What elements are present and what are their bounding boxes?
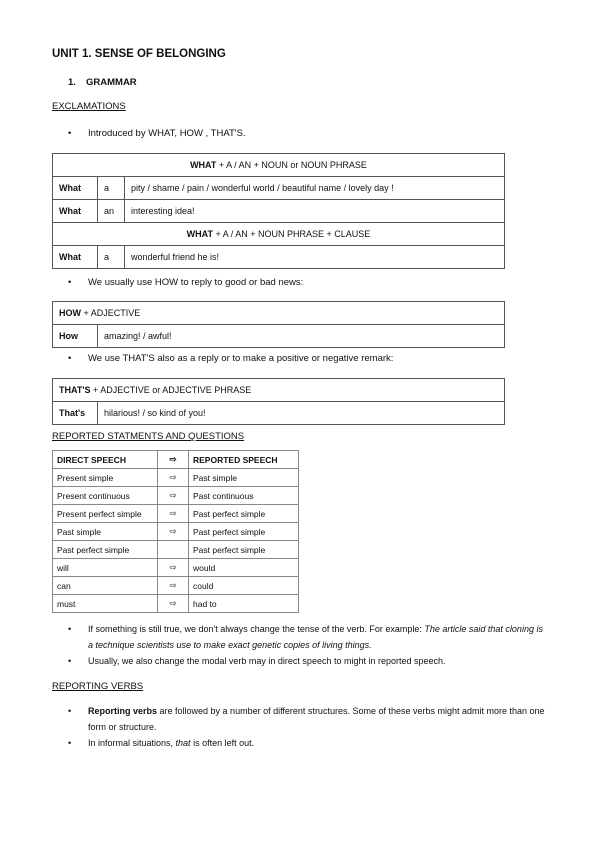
bullet-text: In informal situations, <box>88 738 176 748</box>
table-cell: interesting idea! <box>125 200 505 223</box>
reported-speech-table <box>52 450 299 613</box>
arrow-icon: ⇨ <box>158 469 189 487</box>
table-row <box>53 595 299 613</box>
table-cell: What <box>53 200 98 223</box>
subsection-label: GRAMMAR <box>86 77 137 88</box>
table-header-row <box>53 154 505 177</box>
subsection-number: 1. <box>68 77 76 88</box>
table-cell: pity / shame / pain / wonderful world / beautiful name / lovely day ! <box>125 177 505 200</box>
table-cell: What <box>53 177 98 200</box>
header-structure: + ADJECTIVE or ADJECTIVE PHRASE <box>90 385 252 395</box>
bullet-text: is often left out. <box>190 738 255 748</box>
bullet-dot: • <box>68 128 72 139</box>
table-row <box>53 469 299 487</box>
table-cell: That's <box>53 402 98 425</box>
note-text: Usually, we also change the modal verb may in direct speech to might in reported speech. <box>88 656 446 666</box>
header-keyword: WHAT <box>186 229 213 239</box>
table-header-row <box>53 451 299 469</box>
table-row <box>53 325 505 348</box>
table-cell: a <box>98 246 125 269</box>
table-cell: an <box>98 200 125 223</box>
bullet-text: We usually use HOW to reply to good or bad news: <box>88 277 304 288</box>
direct-cell: can <box>53 577 158 595</box>
bullet-dot: • <box>68 353 72 364</box>
page-title: UNIT 1. SENSE OF BELONGING <box>52 48 226 60</box>
reported-cell: Past perfect simple <box>189 505 299 523</box>
table-cell: How <box>53 325 98 348</box>
table-row <box>53 505 299 523</box>
table-header-row <box>53 223 505 246</box>
header-structure: + A / AN + NOUN PHRASE + CLAUSE <box>213 229 371 239</box>
table-cell: wonderful friend he is! <box>125 246 505 269</box>
header-structure: + A / AN + NOUN or NOUN PHRASE <box>216 160 367 170</box>
table-row <box>53 200 505 223</box>
table-header-cell <box>53 223 505 246</box>
direct-speech-header: DIRECT SPEECH <box>53 451 158 469</box>
arrow-icon: ⇨ <box>158 451 189 469</box>
header-keyword: HOW <box>59 308 81 318</box>
table-header-cell <box>53 154 505 177</box>
arrow-icon <box>158 541 189 559</box>
header-keyword: WHAT <box>190 160 217 170</box>
reporting-verbs-heading: REPORTING VERBS <box>52 681 144 692</box>
thats-exclamation-table <box>52 378 505 425</box>
table-header-cell <box>53 302 505 325</box>
exclamations-heading: EXCLAMATIONS <box>52 101 126 112</box>
reported-cell: Past perfect simple <box>189 541 299 559</box>
arrow-icon: ⇨ <box>158 523 189 541</box>
arrow-icon: ⇨ <box>158 487 189 505</box>
table-header-cell <box>53 379 505 402</box>
note-text: If something is still true, we don't always change the tense of the verb. For example: <box>88 624 425 634</box>
bullet-dot: • <box>68 706 72 716</box>
reported-cell: Past simple <box>189 469 299 487</box>
reported-note-1 <box>68 621 548 653</box>
reported-cell: had to <box>189 595 299 613</box>
table-cell: a <box>98 177 125 200</box>
bullet-dot: • <box>68 277 72 288</box>
header-keyword: THAT'S <box>59 385 91 395</box>
arrow-icon: ⇨ <box>158 505 189 523</box>
table-row <box>53 177 505 200</box>
table-row <box>53 541 299 559</box>
bullet-text: are followed by a number of different structures. Some of these verbs might admit more than one form or structure. <box>88 706 545 732</box>
reported-cell: Past perfect simple <box>189 523 299 541</box>
table-cell: hilarious! / so kind of you! <box>98 402 505 425</box>
table-row <box>53 487 299 505</box>
reported-note-2 <box>68 653 548 669</box>
direct-cell: Past simple <box>53 523 158 541</box>
table-row <box>53 402 505 425</box>
table-row <box>53 577 299 595</box>
note-example: The article said that cloning is a technique scientists use to make exact genetic copies of living things. <box>88 624 543 650</box>
table-row <box>53 246 505 269</box>
direct-cell: Present continuous <box>53 487 158 505</box>
reported-speech-header: REPORTED SPEECH <box>189 451 299 469</box>
table-row <box>53 523 299 541</box>
table-cell: amazing! / awful! <box>98 325 505 348</box>
reporting-verbs-bullet-2 <box>68 735 548 751</box>
arrow-icon: ⇨ <box>158 577 189 595</box>
reporting-verbs-bullet-1 <box>68 703 548 735</box>
how-exclamation-table <box>52 301 505 348</box>
that-word: that <box>175 738 191 748</box>
reported-heading: REPORTED STATMENTS AND QUESTIONS <box>52 431 245 442</box>
table-cell: What <box>53 246 98 269</box>
direct-cell: will <box>53 559 158 577</box>
reported-cell: Past continuous <box>189 487 299 505</box>
bullet-dot: • <box>68 738 72 748</box>
arrow-icon: ⇨ <box>158 595 189 613</box>
direct-cell: Past perfect simple <box>53 541 158 559</box>
table-row <box>53 559 299 577</box>
table-header-row <box>53 302 505 325</box>
direct-cell: must <box>53 595 158 613</box>
bullet-dot: • <box>68 624 72 634</box>
reporting-verbs-term: Reporting verbs <box>88 706 158 716</box>
subsection-heading <box>68 77 137 88</box>
direct-cell: Present perfect simple <box>53 505 158 523</box>
reported-cell: could <box>189 577 299 595</box>
direct-cell: Present simple <box>53 469 158 487</box>
bullet-dot: • <box>68 656 72 666</box>
reported-cell: would <box>189 559 299 577</box>
header-structure: + ADJECTIVE <box>81 308 141 318</box>
table-header-row <box>53 379 505 402</box>
arrow-icon: ⇨ <box>158 559 189 577</box>
bullet-text: Introduced by WHAT, HOW , THAT'S. <box>88 128 246 139</box>
bullet-text: We use THAT'S also as a reply or to make a positive or negative remark: <box>88 353 394 364</box>
what-exclamation-table <box>52 153 505 269</box>
